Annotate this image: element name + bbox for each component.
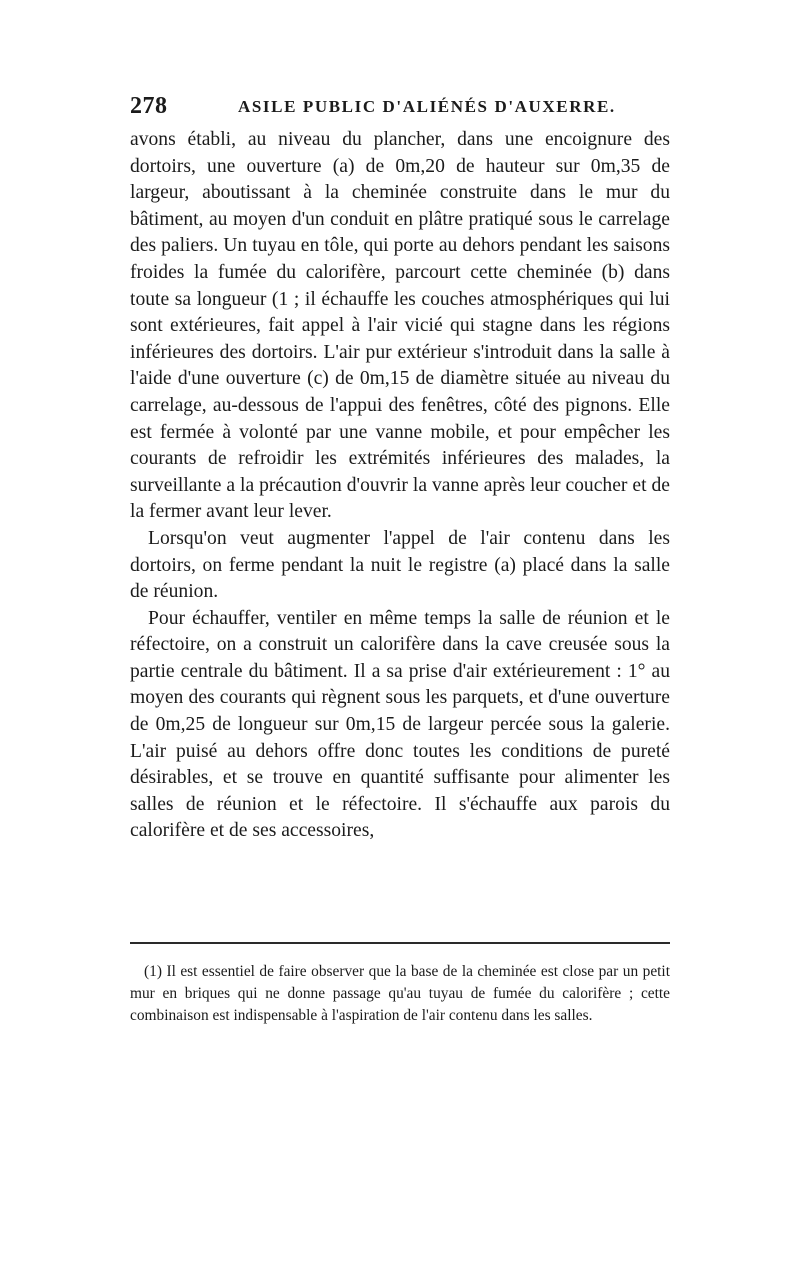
page-number: 278 xyxy=(130,93,168,119)
paragraph: Pour échauffer, ventiler en même temps la salle de réunion et le réfectoire, on a construit un calorifère dans la cave creusée sous la partie centrale du bâtiment. Il a sa prise d'air extérieurement : 1° au moyen des courants qui règnent sous les parquets, et d'une ouverture de 0m,25 de longueur sur 0m,15 de largeur percée sous la galerie. L'air puisé au dehors offre donc toutes les conditions de pureté désirables, et se trouve en quantité suffisante pour alimenter les salles de réunion et le réfectoire. Il s'échauffe aux parois du calorifère et de ses accessoires, xyxy=(130,607,670,842)
paragraph: avons établi, au niveau du plancher, dans une encoignure des dortoirs, une ouverture (a) de 0m,20 de hauteur sur 0m,35 de largeur, aboutissant à la cheminée construite dans le mur du bâtiment, au moyen d'un conduit en plâtre pratiqué sous le carrelage des paliers. Un tuyau en tôle, qui porte au dehors pendant les saisons froides la fumée du calorifère, parcourt cette cheminée (b) dans toute sa longueur (1 ; il échauffe les couches atmosphériques qui lui sont extérieures, fait appel à l'air vicié qui stagne dans les régions inférieures des dortoirs. L'air pur extérieur s'introduit dans la salle à l'aide d'une ouverture (c) de 0m,15 de diamètre située au niveau du carrelage, au-dessous de l'appui des fenêtres, côté des pignons. Elle est fermée à volonté par une vanne mobile, et pour empêcher les courants de refroidir les extrémités inférieures des malades, la surveillante a la précaution d'ouvrir la vanne après leur coucher et de la fermer avant leur lever. xyxy=(130,129,670,523)
running-head: ASILE PUBLIC D'ALIÉNÉS D'AUXERRE. xyxy=(238,97,616,116)
footnote-divider xyxy=(130,942,670,944)
footnote xyxy=(130,961,670,1026)
page-header xyxy=(130,93,670,123)
paragraph: Lorsqu'on veut augmenter l'appel de l'air contenu dans les dortoirs, on ferme pendant la nuit le registre (a) placé dans la salle de réunion. xyxy=(130,527,670,603)
footnote-text: (1) Il est essentiel de faire observer que la base de la cheminée est close par un petit mur en briques qui ne donne passage qu'au tuyau de fumée du calorifère ; cette combinaison est indispensable à l'aspiration de l'air contenu dans les salles. xyxy=(130,963,670,1024)
body-text xyxy=(130,127,670,845)
